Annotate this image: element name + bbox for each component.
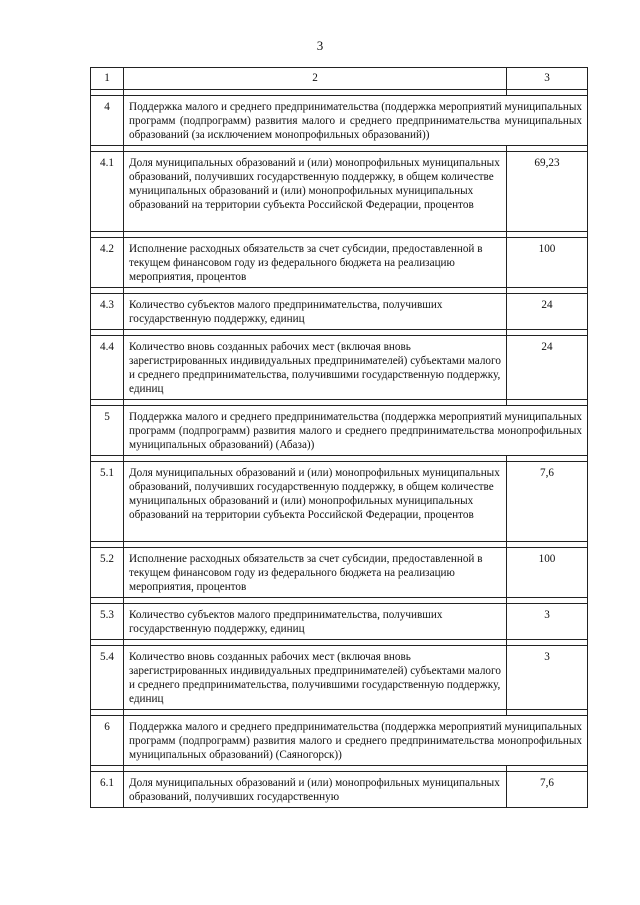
row-number: 5.3 bbox=[91, 604, 124, 640]
page-number: 3 bbox=[316, 38, 324, 53]
row-number: 5.1 bbox=[91, 462, 124, 542]
section-title: Поддержка малого и среднего предпринимательства (поддержка мероприятий муниципальных программ (подпрограмм) развития малого и среднего предпринимательства муниципальных образований (за исключением монопрофильных образований)) bbox=[124, 96, 588, 146]
indicator-text: Доля муниципальных образований и (или) монопрофильных муниципальных образований, получивших государственную bbox=[124, 772, 507, 808]
table-row bbox=[91, 646, 588, 710]
table-row bbox=[91, 406, 588, 456]
row-number: 6.1 bbox=[91, 772, 124, 808]
indicator-text: Доля муниципальных образований и (или) монопрофильных муниципальных образований, получивших государственную поддержку, в общем количестве муниципальных образований и (или) монопрофильных муниципальных образований на территории субъекта Российской Федерации, процентов bbox=[124, 152, 507, 232]
table-row bbox=[91, 716, 588, 766]
table-row bbox=[91, 548, 588, 598]
row-number: 5 bbox=[91, 406, 124, 456]
indicator-value: 7,6 bbox=[507, 772, 588, 808]
header-cell-2: 2 bbox=[124, 68, 507, 90]
indicator-value: 100 bbox=[507, 238, 588, 288]
indicator-text: Количество вновь созданных рабочих мест (включая вновь зарегистрированных индивидуальных предпринимателей) субъектами малого и среднего предпринимательства, получившими государственную поддержку, единиц bbox=[124, 646, 507, 710]
header-cell-1: 1 bbox=[91, 68, 124, 90]
header-cell-3: 3 bbox=[507, 68, 588, 90]
indicator-value: 7,6 bbox=[507, 462, 588, 542]
table-row bbox=[91, 336, 588, 400]
table-row bbox=[91, 462, 588, 542]
indicator-value: 24 bbox=[507, 336, 588, 400]
row-number: 4.3 bbox=[91, 294, 124, 330]
indicator-text: Количество вновь созданных рабочих мест (включая вновь зарегистрированных индивидуальных предпринимателей) субъектами малого и среднего предпринимательства, получившими государственную поддержку, единиц bbox=[124, 336, 507, 400]
row-number: 4 bbox=[91, 96, 124, 146]
row-number: 5.4 bbox=[91, 646, 124, 710]
indicator-text: Исполнение расходных обязательств за счет субсидии, предоставленной в текущем финансовом году из федерального бюджета на реализацию мероприятия, процентов bbox=[124, 238, 507, 288]
indicator-value: 3 bbox=[507, 646, 588, 710]
indicator-value: 3 bbox=[507, 604, 588, 640]
section-title: Поддержка малого и среднего предпринимательства (поддержка мероприятий муниципальных программ (подпрограмм) развития малого и среднего предпринимательства монопрофильных муниципальных образований) (Саяногорск)) bbox=[124, 716, 588, 766]
table-row bbox=[91, 152, 588, 232]
indicator-text: Количество субъектов малого предпринимательства, получивших государственную поддержку, единиц bbox=[124, 604, 507, 640]
indicator-text: Доля муниципальных образований и (или) монопрофильных муниципальных образований, получивших государственную поддержку, в общем количестве муниципальных образований и (или) монопрофильных муниципальных образований на территории субъекта Российской Федерации, процентов bbox=[124, 462, 507, 542]
table-row bbox=[91, 238, 588, 288]
indicator-text: Исполнение расходных обязательств за счет субсидии, предоставленной в текущем финансовом году из федерального бюджета на реализацию мероприятия, процентов bbox=[124, 548, 507, 598]
row-number: 4.2 bbox=[91, 238, 124, 288]
table-row bbox=[91, 96, 588, 146]
table-row bbox=[91, 772, 588, 808]
row-number: 4.1 bbox=[91, 152, 124, 232]
row-number: 5.2 bbox=[91, 548, 124, 598]
section-title: Поддержка малого и среднего предпринимательства (поддержка мероприятий муниципальных программ (подпрограмм) развития малого и среднего предпринимательства монопрофильных муниципальных образований) (Абаза)) bbox=[124, 406, 588, 456]
table-header-row bbox=[91, 68, 588, 90]
row-number: 4.4 bbox=[91, 336, 124, 400]
row-number: 6 bbox=[91, 716, 124, 766]
table-row bbox=[91, 604, 588, 640]
table-row bbox=[91, 294, 588, 330]
indicator-text: Количество субъектов малого предпринимательства, получивших государственную поддержку, единиц bbox=[124, 294, 507, 330]
indicator-value: 24 bbox=[507, 294, 588, 330]
indicators-table bbox=[90, 67, 588, 808]
indicator-value: 69,23 bbox=[507, 152, 588, 232]
indicator-value: 100 bbox=[507, 548, 588, 598]
